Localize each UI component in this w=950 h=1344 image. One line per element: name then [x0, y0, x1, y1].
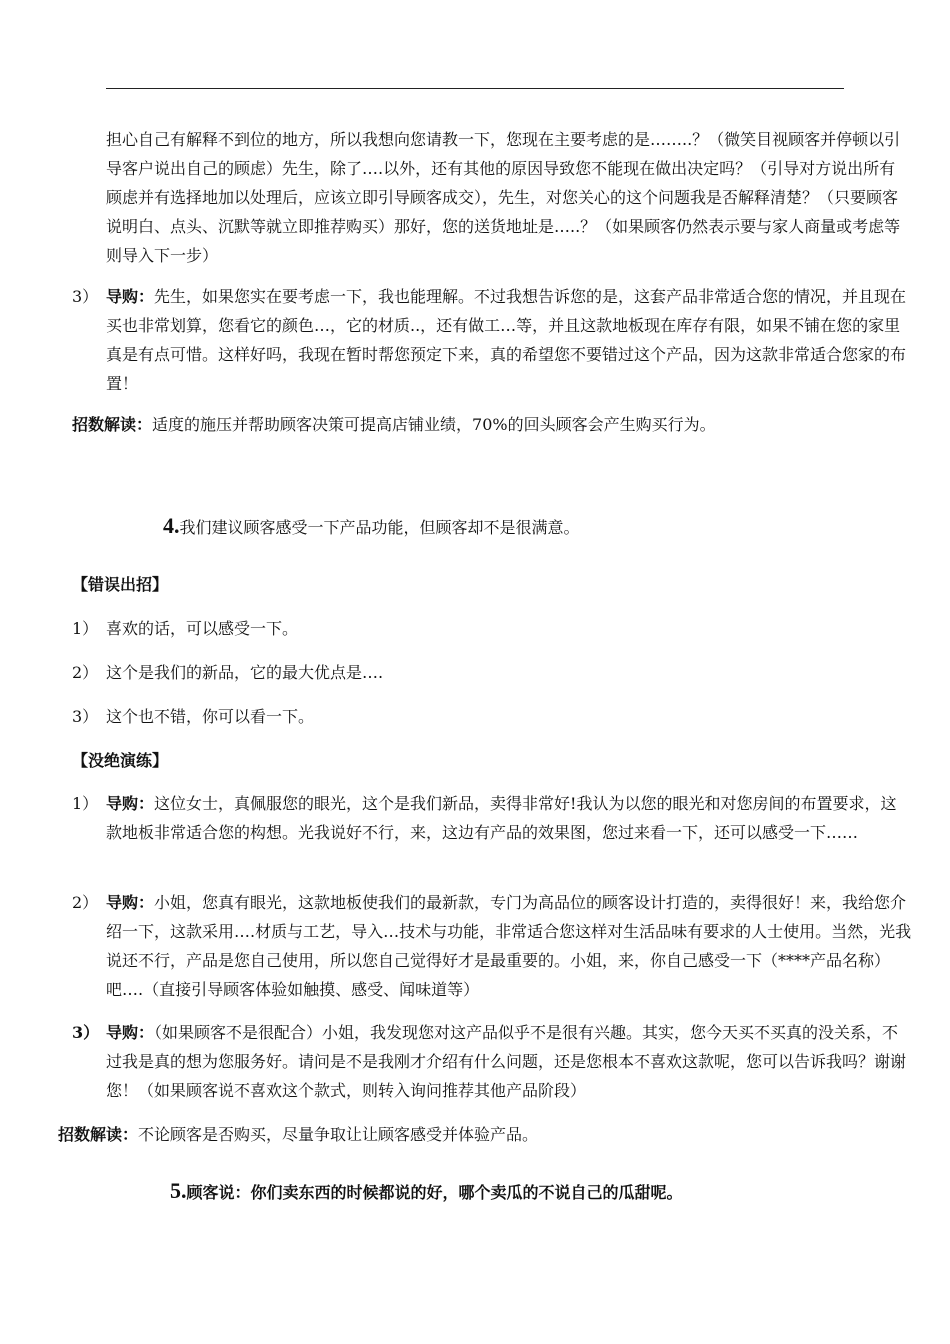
wrong-moves-title: 【错误出招】	[72, 575, 169, 594]
wrong-item-number: 3）	[72, 707, 99, 726]
interpretation-label: 招数解读：	[72, 415, 153, 434]
intro-paragraph	[106, 125, 911, 270]
item-number: 3）	[72, 287, 99, 306]
practice-item-3	[106, 1018, 911, 1105]
guide-label: 导购：	[106, 287, 155, 306]
heading-text: 顾客说：你们卖东西的时候都说的好，哪个卖瓜的不说自己的瓜甜呢。	[186, 1183, 683, 1202]
guide-label: 导购：	[106, 1023, 155, 1042]
wrong-item-text: 这个也不错，你可以看一下。	[106, 707, 315, 726]
guide-item-3	[106, 282, 911, 398]
wrong-item-text: 这个是我们的新品，它的最大优点是….	[106, 663, 384, 682]
tactic-interpretation-2	[58, 1120, 918, 1149]
heading-number: 5.	[170, 1178, 187, 1203]
header-rule	[106, 88, 844, 89]
guide-text: 小姐，您真有眼光，这款地板使我们的最新款，专门为高品位的顾客设计打造的，卖得很好！来，我给您介绍一下，这款采用….材质与工艺，导入…技术与功能，非常适合您这样对生活品味有要求的人士使用。当然，光我说还不行，产品是您自己使用，所以您自己觉得好才是最重要的。小姐，来，你自己感受一下（****产品名称）吧….（直接引导顾客体验如触摸、感受、闻味道等）	[106, 893, 912, 999]
practice-item-number: 3）	[72, 1023, 100, 1042]
practice-item-2	[106, 888, 916, 1004]
intro-text: 担心自己有解释不到位的地方，所以我想向您请教一下，您现在主要考虑的是……..？（微笑目视顾客并停顿以引导客户说出自己的顾虑）先生，除了….以外，还有其他的原因导致您不能现在做出决定吗？（引导对方说出所有顾虑并有选择地加以处理后，应该立即引导顾客成交），先生，对您关心的这个问题我是否解释清楚？（只要顾客说明白、点头、沉默等就立即推荐购买）那好，您的送货地址是…..？（如果顾客仍然表示要与家人商量或考虑等则导入下一步）	[106, 130, 901, 265]
wrong-item-number: 2）	[72, 663, 99, 682]
guide-text: （如果顾客不是很配合）小姐，我发现您对这产品似乎不是很有兴趣。其实，您今天买不买真的没关系，不过我是真的想为您服务好。请问是不是我刚才介绍有什么问题，还是您根本不喜欢这款呢，您可以告诉我吗？谢谢您！（如果顾客说不喜欢这个款式，则转入询问推荐其他产品阶段）	[106, 1023, 907, 1100]
heading-number: 4.	[163, 513, 180, 538]
practice-item-1	[106, 789, 911, 847]
interpretation-text: 不论顾客是否购买，尽量争取让让顾客感受并体验产品。	[138, 1125, 539, 1144]
section-heading-5	[170, 1176, 683, 1208]
interpretation-label: 招数解读：	[58, 1125, 139, 1144]
section-heading-4	[163, 511, 580, 543]
interpretation-text: 适度的施压并帮助顾客决策可提高店铺业绩，70%的回头顾客会产生购买行为。	[152, 415, 716, 434]
tactic-interpretation-1	[72, 410, 912, 439]
practice-item-number: 1）	[72, 794, 99, 813]
wrong-item-text: 喜欢的话，可以感受一下。	[106, 619, 299, 638]
guide-text: 这位女士，真佩服您的眼光，这个是我们新品，卖得非常好!我认为以您的眼光和对您房间的布置要求，这款地板非常适合您的构想。光我说好不行，来，这边有产品的效果图，您过来看一下，还可以感受一下……	[106, 794, 897, 842]
guide-label: 导购：	[106, 893, 155, 912]
wrong-item-number: 1）	[72, 619, 99, 638]
practice-title: 【没绝演练】	[72, 751, 169, 770]
guide-text: 先生，如果您实在要考虑一下，我也能理解。不过我想告诉您的是，这套产品非常适合您的情况，并且现在买也非常划算，您看它的颜色…，它的材质..，还有做工…等，并且这款地板现在库存有限，如果不铺在您的家里真是有点可惜。这样好吗，我现在暂时帮您预定下来，真的希望您不要错过这个产品，因为这款非常适合您家的布置！	[106, 287, 907, 393]
guide-label: 导购：	[106, 794, 155, 813]
practice-item-number: 2）	[72, 893, 99, 912]
heading-text: 我们建议顾客感受一下产品功能，但顾客却不是很满意。	[179, 518, 580, 537]
